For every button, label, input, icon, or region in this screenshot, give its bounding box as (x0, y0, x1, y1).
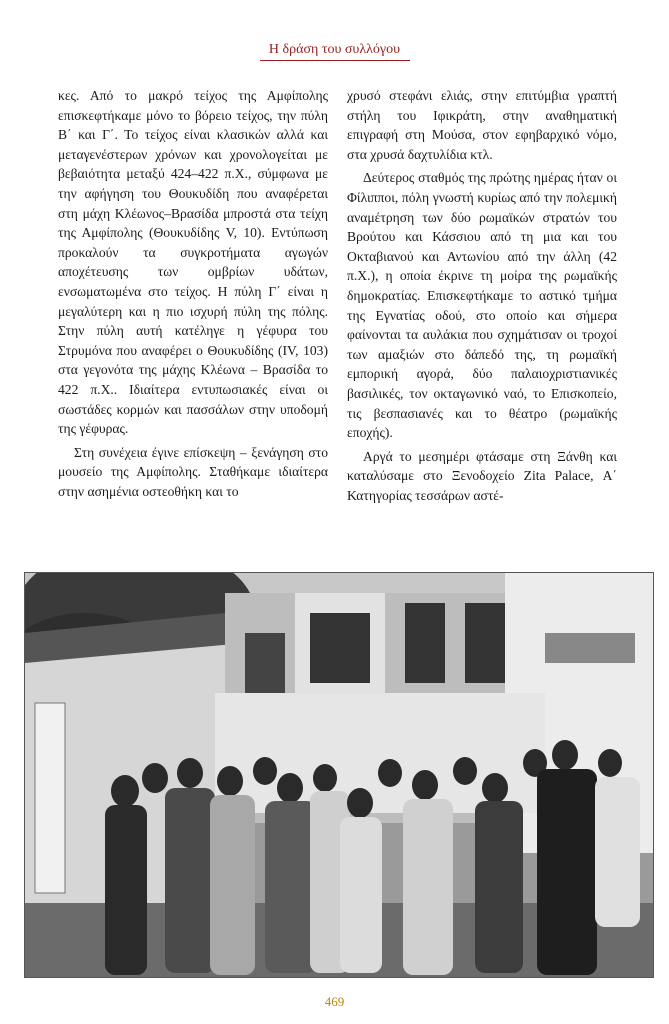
right-column (347, 86, 617, 505)
right-paragraph-2: Δεύτερος σταθμός της πρώτης ημέρας ήταν οι Φίλιπποι, πόλη γνωστή κυρίως από την πολεμική αναμέτρηση των δύο ρωμαϊκών στρατών του Βρούτου και Κάσσιου από τη μια και του Οκταβιανού και Αντωνίου από την άλλη (42 π.Χ.), η οποία έκρινε τη μοίρα της ρωμαϊκής δημοκρατίας. Επισκεφτήκαμε το αστικό τμήμα της Εγνατίας οδού, στο οποίο και σήμερα φαίνονται τα αυλάκια που σχημάτισαν οι τροχοί των αμαξιών στο δάπεδό της, τη ρωμαϊκή εμπορική αγορά, δύο παλαιοχριστιανικές βασιλικές, τον οκταγωνικό ναό, το Επισκοπείο, τις βεσπασιανές και το θέατρο (ρωμαϊκής εποχής). (347, 170, 617, 441)
group-photo-illustration (25, 573, 653, 977)
left-column (58, 86, 328, 501)
left-paragraph-1: κες. Από το μακρό τείχος της Αμφίπολης επισκεφτήκαμε μόνο το βόρειο τείχος, την πύλη Β΄ και Γ΄. Το τείχος είναι κλασικών αλλά και μεταγενέστερων χρόνων και χρονολογείται με βεβαιότητα μεταξύ 424–422 π.Χ., σύμφωνα με την αφήγηση του Θουκυδίδη που αναφέρεται στη μάχη Κλέωνος–Βρασίδα μπροστά στα τείχη της Αμφίπολης (Θουκυδίδης V, 10). Εντύπωση προκαλούν τα συγκροτήματα αγωγών αποχέτευσης των ομβρίων υδάτων, ενσωματωμένα στο τείχος. Η πύλη Γ΄ είναι η μεγαλύτερη και η πιο ισχυρή πύλη της πόλης. Στην πύλη αυτή κατέληγε η γέφυρα του Στρυμόνα που αναφέρει ο Θουκυδίδης (IV, 103) στα γεγονότα της μάχης Κλέωνα – Βρασίδα το 422 π.Χ.. Ιδιαίτερα εντυπωσιακές είναι οι σωστάδες κορμών και πασσάλων στην υποδομή της γέφυρας. (58, 88, 328, 437)
running-header (0, 40, 669, 58)
header-underline (260, 60, 410, 61)
right-paragraph-1: χρυσό στεφάνι ελιάς, στην επιτύμβια γραπτή στήλη του Ιφικράτη, στην αναθηματική επιγραφή στη Μούσα, στον εφηβαρχικό νόμο, στα χρυσά δαχτυλίδια κτλ. (347, 88, 617, 162)
header-title: Η δράση του συλλόγου (268, 42, 401, 57)
left-paragraph-2: Στη συνέχεια έγινε επίσκεψη – ξενάγηση στο μουσείο της Αμφίπολης. Σταθήκαμε ιδιαίτερα στην ασημένια οστεοθήκη και το (58, 444, 328, 499)
right-paragraph-3: Αργά το μεσημέρι φτάσαμε στη Ξάνθη και καταλύσαμε στο Ξενοδοχείο Zita Palace, Α΄ Κατηγορίας τεσσάρων αστέ- (347, 448, 617, 503)
page-number: 469 (324, 994, 345, 1009)
group-photo (24, 572, 654, 978)
